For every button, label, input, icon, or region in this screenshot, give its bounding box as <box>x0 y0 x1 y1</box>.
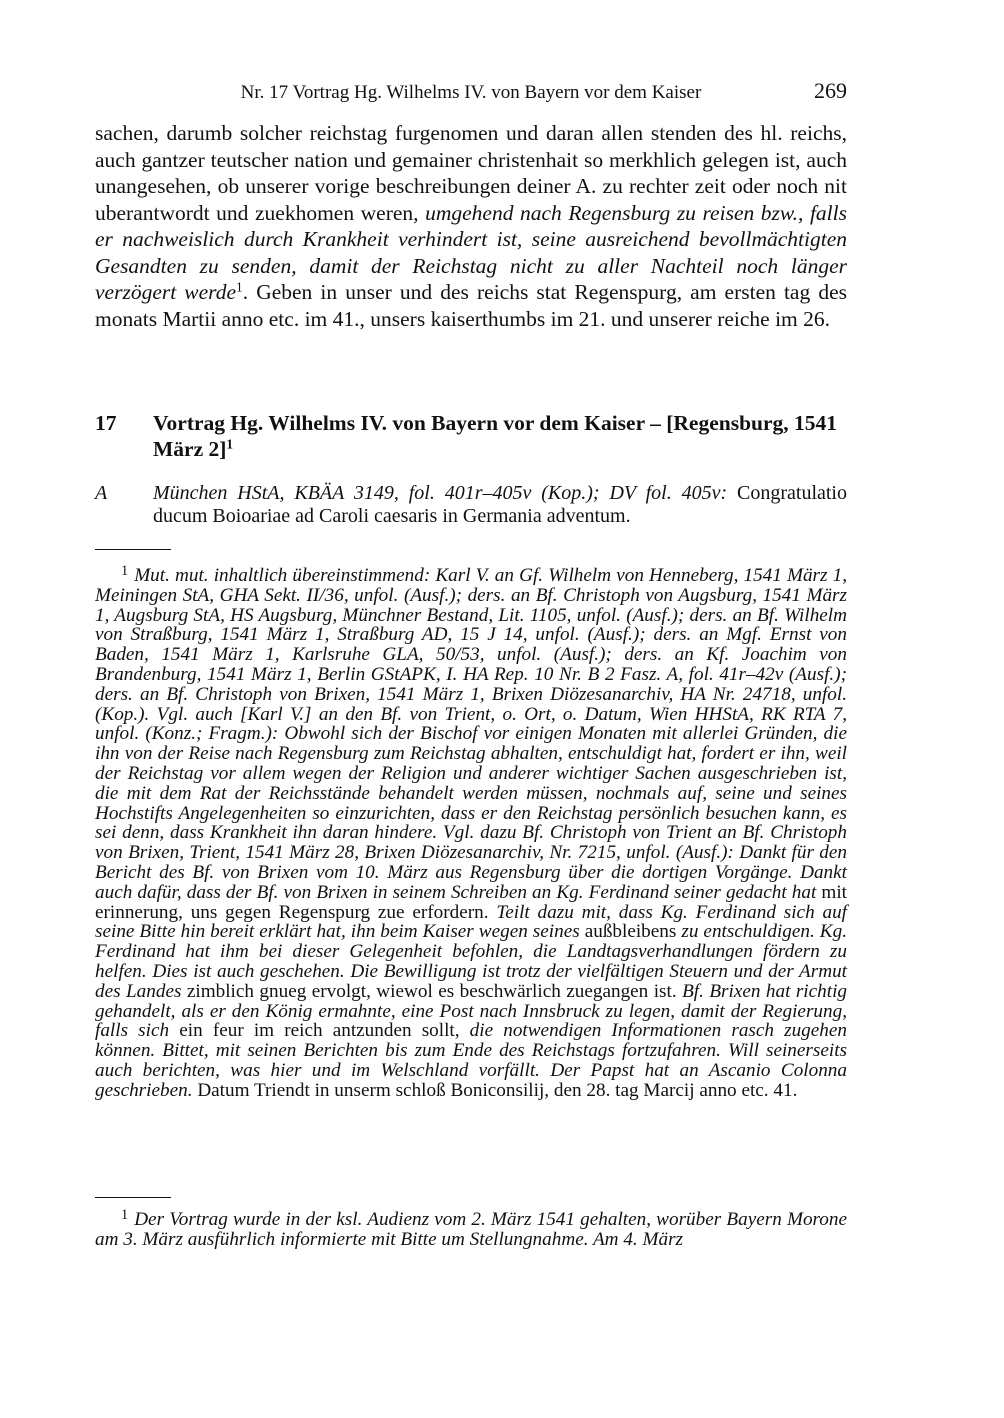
footnote-italic: Bf. Brixen hat richtig gehandelt, als er den König ermahnte, eine Post nach Innsbruck zu legen, damit der Regierung, falls sich <box>95 980 847 1042</box>
document-number: 17 <box>95 411 117 435</box>
footnote-paragraph <box>95 1206 847 1250</box>
main-text-block <box>95 120 847 332</box>
running-header <box>95 78 847 108</box>
page-number: 269 <box>814 78 847 103</box>
main-text-italic: , umgehend nach Regensburg zu reisen bzw., falls er nachweislich durch Krankheit verhindert ist, seine ausreichend bevollmächtigten Gesandten zu senden, damit der Reichstag nicht zu aller Nachteil noch länger verzögert werde <box>95 200 847 304</box>
main-text-roman: sachen, darumb solcher reichstag furgenomen und daran allen stenden des hl. reichs, auch gantzer teutscher nation und gemainer christenhait so merkhlich gelegen ist, auch unangesehen, ob unserer vorige beschreibungen deiner A. zu rechter zeit oder noch nit uberantwordt und zuekhomen weren <box>95 121 847 225</box>
source-entry <box>95 482 847 528</box>
footnote-italic: zu entschuldigen. Kg. Ferdinand hat ihm bei dieser Gelegenheit befohlen, die Landtagsverhandlungen fördern zu helfen. Dies ist auch geschehen. Die Bewilligung ist trotz der vielfältigen Steuern und der Armut des Landes <box>95 921 847 1002</box>
title-footnote-reference: 1 <box>226 436 234 452</box>
footnote-separator <box>95 1197 171 1198</box>
document-title-text: Vortrag Hg. Wilhelms IV. von Bayern vor dem Kaiser – [Regensburg, 1541 März 2] <box>153 411 838 461</box>
main-paragraph <box>95 120 847 332</box>
footnote-quote: außbleibens <box>579 921 682 943</box>
footnote-reference: 1 <box>236 279 243 295</box>
main-text-closing: . Geben in unser und des reichs stat Regenspurg, am ersten tag des monats Martii anno etc. im 41., unsers kaiserthumbs im 21. und unserer reiche im 26. <box>95 280 847 331</box>
footnote-1-document <box>95 1206 847 1250</box>
source-description <box>153 482 847 528</box>
footnote-italic: die notwendigen Informationen rasch zugehen können. Bittet, mit seinen Berichten bis zum Ende des Reichstags fortzufahren. Will seinerseits auch berichten, was hier und im Welschland vorfällt. Der Papst hat an Ascanio Colonna geschrieben. <box>95 1020 847 1101</box>
footnote-italic: Der Vortrag wurde in der ksl. Audienz vom 2. März 1541 gehalten, worüber Bayern Morone am 3. März ausführlich informierte mit Bitte um Stellungnahme. Am 4. März <box>95 1209 847 1250</box>
footnote-italic: Teilt dazu mit, dass Kg. Ferdinand sich auf seine Bitte hin bereit erklärt hat, ihn beim Kaiser wegen seines <box>95 901 847 943</box>
footnote-1-apparatus <box>95 562 847 1101</box>
footnote-quote: mit erinnerung, uns gegen Regenspurg zue erfordern. <box>95 881 847 923</box>
document-heading <box>95 410 847 462</box>
footnote-italic: Mut. mut. inhaltlich übereinstimmend: Karl V. an Gf. Wilhelm von Henneberg, 1541 März 1, Meiningen StA, GHA Sekt. II/36, unfol. (Ausf.); ders. an Bf. Christoph von Augsburg, 1541 März 1, Augsburg StA, HS Augsburg, Münchner Bestand, Lit. 1105, unfol. (Ausf.); ders. an Bf. Wilhelm von Straßburg, 1541 März 1, Straßburg AD, 15 J 14, unfol. (Ausf.); ders. an Mgf. Ernst von Baden, 1541 März 1, Karlsruhe GLA, 50/53, unfol. (Ausf.); ders. an Kf. Joachim von Brandenburg, 1541 März 1, Berlin GStAPK, I. HA Rep. 10 Nr. B 2 Fasz. A, fol. 41r–42v (Ausf.); ders. an Bf. Christoph von Brixen, 1541 März 1, Brixen Diözesanarchiv, HA Nr. 24718, unfol. (Kop.). Vgl. auch [Karl V.] an den Bf. von Trient, o. Ort, o. Datum, Wien HHStA, RK RTA 7, unfol. (Konz.; Fragm.): Obwohl sich der Bischof vor einigen Monaten mit allerlei Gründen, die ihn von der Reise nach Regensburg zum Reichstag abhalten, entschuldigt hat, fordert er ihn, weil der Reichstag vor allem wegen der Religion und anderer wichtiger Sachen ausgeschrieben ist, die mit dem Rat der Reichsstände behandelt werden müssen, nochmals auf, seine und seines Hochstifts Angelegenheiten so einzurichten, dass er den Reichstag persönlich besuchen kann, es sei denn, dass Krankheit ihn daran hindere. Vgl. dazu Bf. Christoph von Trient an Bf. Christoph von Brixen, Trient, 1541 März 28, Brixen Diözesanarchiv, Nr. 7215, unfol. (Ausf.): Dankt für den Bericht des Bf. von Brixen vom 10. März aus Regensburg über die dortigen Vorgänge. Dankt auch dafür, dass der Bf. von Brixen in seinem Schreiben an Kg. Ferdinand seiner gedacht hat <box>95 565 847 903</box>
document-title <box>153 410 847 462</box>
footnote-separator <box>95 549 171 550</box>
source-dorsal-note: Congratulatio ducum Boioariae ad Caroli caesaris in Germania adventum. <box>153 482 847 527</box>
footnote-paragraph <box>95 562 847 1101</box>
source-siglum: A <box>95 482 108 504</box>
footnote-quote: zimblich gnueg ervolgt, wiewol es beschwärlich zuegangen ist. <box>181 980 683 1002</box>
footnote-quote: Datum Triendt in unserm schloß Boniconsilij, den 28. tag Marcij anno etc. 41. <box>192 1079 798 1101</box>
footnote-mark: 1 <box>121 1206 129 1223</box>
running-title: Nr. 17 Vortrag Hg. Wilhelms IV. von Bayern vor dem Kaiser <box>240 82 702 103</box>
source-archive-reference: München HStA, KBÄA 3149, fol. 401r–405v (Kop.); DV fol. 405v: <box>153 482 728 504</box>
footnote-quote: ein feur im reich antzunden sollt, <box>169 1020 470 1042</box>
footnote-mark: 1 <box>121 562 129 579</box>
